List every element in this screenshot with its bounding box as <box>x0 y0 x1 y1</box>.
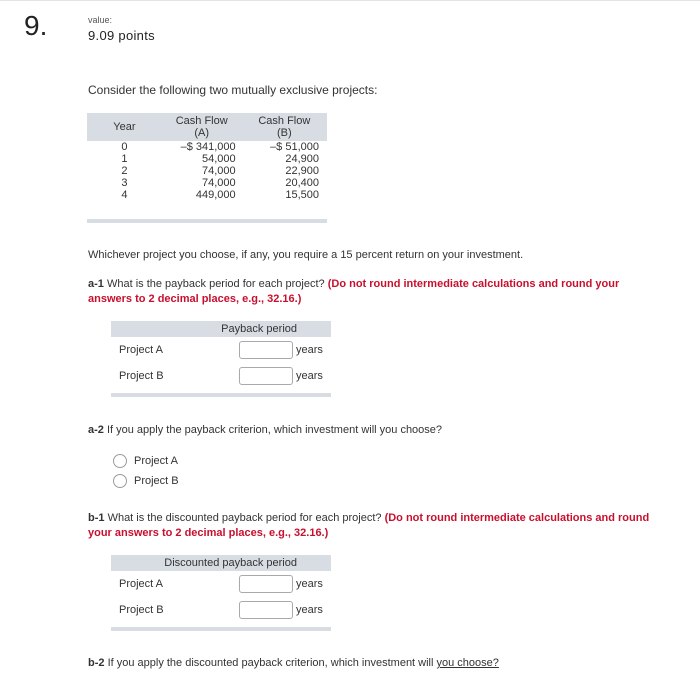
cash-flow-b-header <box>242 113 327 141</box>
cash-flow-a-cell: 54,000 <box>202 153 236 165</box>
a1-instruction: (Do not round intermediate calculations and round your answers to 2 decimal places, e.g., 32.16.) <box>88 278 620 305</box>
table-row <box>87 189 327 201</box>
years-unit: years <box>296 344 323 356</box>
b1-instruction: (Do not round intermediate calculations and round your answers to 2 decimal places, e.g., 32.16.) <box>88 512 650 539</box>
cash-flow-table <box>87 113 327 201</box>
b2-question-text: If you apply the discounted payback criterion, which investment will <box>107 657 434 669</box>
cash-flow-b-cell: –$ 51,000 <box>270 141 319 153</box>
question-points: 9.09 points <box>88 28 155 43</box>
question-number: 9. <box>24 10 48 41</box>
year-cell: 4 <box>121 189 128 201</box>
years-unit: years <box>296 370 323 382</box>
discounted-payback-row-b <box>111 597 331 623</box>
payback-footer <box>111 393 331 397</box>
cash-flow-b-cell: 20,400 <box>285 177 319 189</box>
b1-label: b-1 <box>88 512 105 524</box>
cash-flow-a-cell: 74,000 <box>202 177 236 189</box>
a2-option-project-a[interactable] <box>113 454 178 468</box>
table-row <box>87 141 327 153</box>
payback-row-b <box>111 363 331 389</box>
payback-project-a-input[interactable] <box>239 341 293 359</box>
b2-question <box>88 656 499 671</box>
discounted-payback-row-a <box>111 571 331 597</box>
value-label: value: <box>88 15 113 25</box>
radio-button[interactable] <box>113 474 127 488</box>
cash-flow-b-cell: 15,500 <box>285 189 319 201</box>
radio-label: Project A <box>134 455 179 467</box>
cash-flow-a-header-line1: Cash Flow <box>175 115 228 127</box>
cash-flow-a-header-line2: (A) <box>194 127 210 139</box>
payback-answer-table <box>111 321 331 397</box>
a2-question-text: If you apply the payback criterion, which investment will you choose? <box>106 424 443 436</box>
cash-flow-a-cell: 449,000 <box>195 189 236 201</box>
year-header: Year <box>113 121 136 133</box>
project-b-label: Project B <box>119 370 164 382</box>
cash-flow-header-row <box>87 113 327 141</box>
a1-question-text: What is the payback period for each project? <box>106 278 325 290</box>
table-row <box>87 177 327 189</box>
payback-project-b-input[interactable] <box>239 367 293 385</box>
cash-flow-b-cell: 24,900 <box>285 153 319 165</box>
a2-question <box>88 423 442 438</box>
years-unit: years <box>296 578 323 590</box>
b2-question-end: you choose? <box>436 657 499 669</box>
discounted-payback-footer <box>111 627 331 631</box>
table-row <box>87 165 327 177</box>
radio-button[interactable] <box>113 454 127 468</box>
table-row <box>87 153 327 165</box>
intro-text: Consider the following two mutually exclusive projects: <box>88 83 378 97</box>
year-cell: 0 <box>121 141 128 153</box>
cash-flow-b-cell: 22,900 <box>285 165 319 177</box>
cash-flow-a-cell: –$ 341,000 <box>180 141 236 153</box>
cash-flow-a-cell: 74,000 <box>202 165 236 177</box>
discounted-payback-project-b-input[interactable] <box>239 601 293 619</box>
radio-label: Project B <box>134 475 179 487</box>
year-cell: 1 <box>121 153 128 165</box>
a2-option-project-b[interactable] <box>113 474 179 488</box>
project-a-label: Project A <box>119 344 164 356</box>
a1-question <box>88 277 658 307</box>
discounted-payback-project-a-input[interactable] <box>239 575 293 593</box>
payback-row-a <box>111 337 331 363</box>
cash-flow-a-header <box>162 113 242 141</box>
a1-label: a-1 <box>88 278 104 290</box>
top-divider <box>0 0 700 1</box>
cash-flow-b-header-line2: (B) <box>276 127 292 139</box>
cash-flow-b-header-line1: Cash Flow <box>258 115 311 127</box>
year-cell: 2 <box>121 165 128 177</box>
discounted-payback-answer-table <box>111 555 331 631</box>
discounted-payback-header: Discounted payback period <box>111 555 331 571</box>
years-unit: years <box>296 604 323 616</box>
cash-flow-table-footer <box>87 219 327 223</box>
b2-label: b-2 <box>88 657 105 669</box>
required-return-text: Whichever project you choose, if any, you require a 15 percent return on your investment. <box>88 249 524 261</box>
project-a-label: Project A <box>119 578 164 590</box>
b1-question-text: What is the discounted payback period for each project? <box>107 512 382 524</box>
year-cell: 3 <box>121 177 128 189</box>
b1-question <box>88 511 658 541</box>
project-b-label: Project B <box>119 604 164 616</box>
a2-label: a-2 <box>88 424 104 436</box>
payback-header: Payback period <box>111 321 331 337</box>
